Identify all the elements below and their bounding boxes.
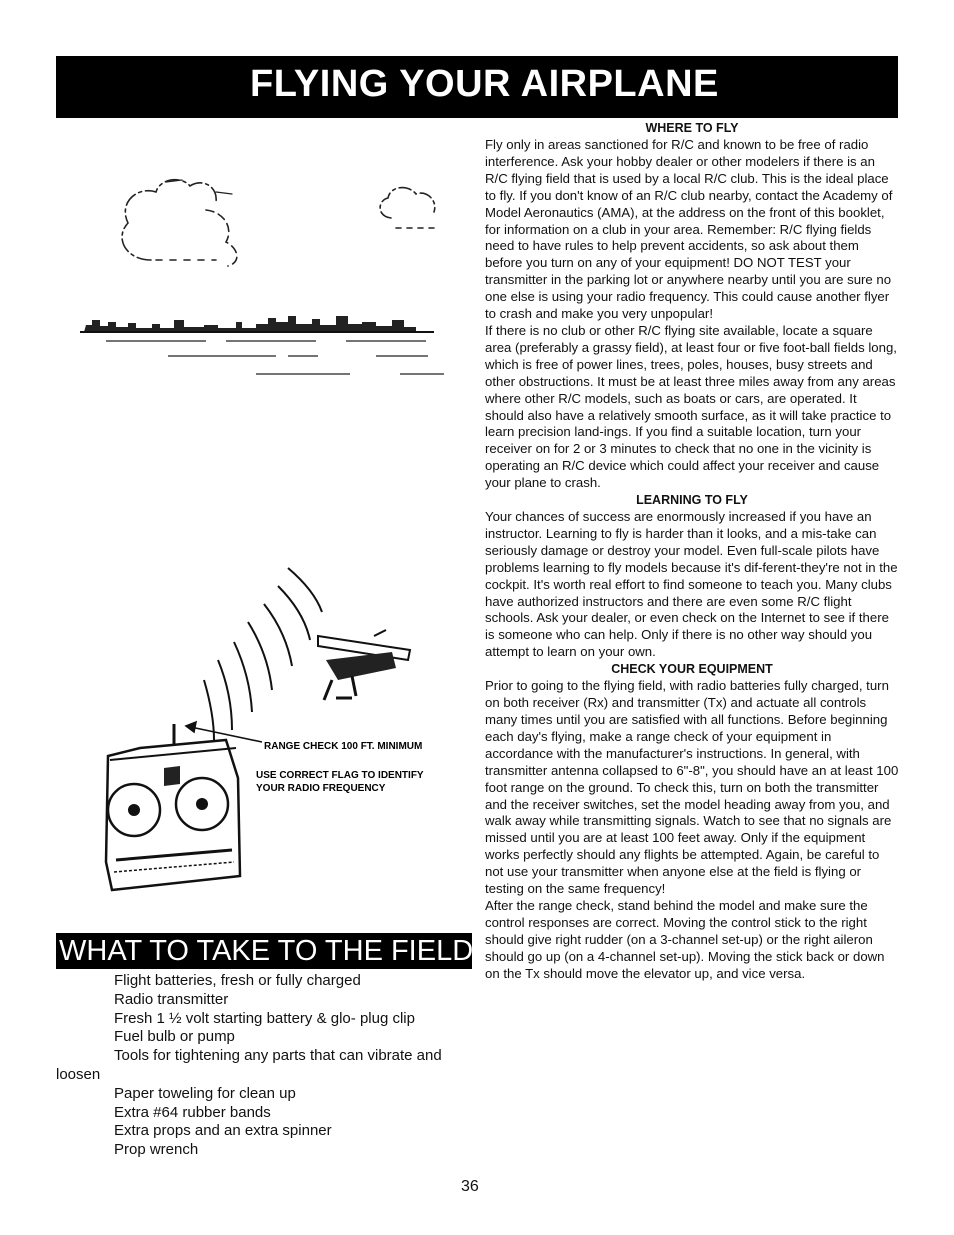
list-item: Radio transmitter (114, 990, 229, 1008)
airplane-icon (318, 630, 410, 700)
list-item: Extra props and an extra spinner (114, 1122, 332, 1140)
list-item: Extra #64 rubber bands (114, 1103, 271, 1121)
page-banner (56, 56, 898, 118)
flag-caption-line-1: USE CORRECT FLAG TO IDENTIFY (256, 770, 424, 781)
check-equipment-paragraph-2: After the range check, stand behind the model and make sure the control responses are correct. Moving the control stick to the right should give right rudder (on a 3-channel set-up) or the right aileron should go up (on a 4-channel set-up). Moving the stick back or down on the Tx should move the elevator up, and vice versa. (485, 897, 885, 981)
page-title: FLYING YOUR AIRPLANE (250, 63, 719, 105)
check-equipment-paragraph-1: Prior to going to the flying field, with radio batteries fully charged, turn on both receiver (Rx) and transmitter (Tx) and actuate all controls many times until you are satisfied with all functions. Before beginning each day's flying, make a range check of your equipment in accordance with the manufacturer's instructions. In general, with transmitter antenna collapsed to 6"-8", you should have an at least 100 foot range on the ground. To check this, turn on both the transmitter and the receiver switches, set the model heading away from you, and walk away while transmitting signals. Watch to see that no signals are missed until you are at least 100 feet away. Only if the equipment works perfectly should any flights be attempted. Again, be careful to not use your transmitter when anyone else at the field is flying or testing on the same frequency! (485, 678, 899, 897)
list-item: Paper toweling for clean up (114, 1084, 296, 1102)
where-to-fly-heading: WHERE TO FLY (645, 121, 739, 135)
city-skyline-icon (80, 316, 444, 374)
cloud-left-icon (122, 180, 237, 266)
field-checklist (56, 972, 472, 1160)
cloud-right-icon (380, 188, 436, 228)
list-item: Fresh 1 ½ volt starting battery & glo- plug clip (114, 1009, 415, 1027)
list-item: Tools for tightening any parts that can vibrate and loosen (56, 1047, 442, 1083)
list-item: Flight batteries, fresh or fully charged (114, 972, 361, 989)
radio-waves-icon (204, 568, 322, 740)
right-column-text (485, 120, 899, 983)
check-equipment-heading: CHECK YOUR EQUIPMENT (611, 662, 773, 677)
list-item: Prop wrench (114, 1141, 199, 1159)
list-item: Fuel bulb or pump (114, 1028, 235, 1046)
where-to-fly-paragraph-2: If there is no club or other R/C flying site available, locate a square area (preferably a grassy field), at least four or five foot-ball fields long, which is free of power lines, trees, poles, houses, busy streets and other obstructions. It must be at least three miles away from any areas where other R/C models, such as boats or cars, are operated. It should also have a relatively smooth surface, as it will take practice to learn precision land-ings. If you find a suitable location, turn your receiver on for 2 or 3 minutes to check that no one in the vicinity is operating an R/C device which could affect your receiver and cause your plane to crash. (485, 322, 897, 491)
flag-caption-line-2: YOUR RADIO FREQUENCY (256, 783, 386, 794)
page-number: 36 (461, 1178, 479, 1195)
learning-to-fly-paragraph: Your chances of success are enormously increased if you have an instructor. Learning to fly is harder than it looks, and a mis-take can seriously damage or destroy your model. Even full-scale pilots have problems learning to fly models because it's dif-ferent-they're not in the cockpit. It's worth real effort to find someone to teach you. Many clubs have authorized instructors and there are even some R/C flight schools. Ask your dealer, or even check on the Internet to see if there is someone who can help. Only if there is no other way should you attempt to learn on your own. (485, 509, 898, 660)
range-check-caption: RANGE CHECK 100 FT. MINIMUM (264, 741, 423, 752)
where-to-fly-paragraph-1: Fly only in areas sanctioned for R/C and known to be free of radio interference. Ask your hobby dealer or other modelers if there is an R/C flying field that is used by a local R/C club. This is the ideal place to fly. If you don't know of an R/C club nearby, contact the Academy of Model Aeronautics (AMA), at the address on the front of this booklet, for information on a club in your area. Remember: R/C flying fields need to have rules to help prevent accidents, so ask about them before you turn on any of your equipment! DO NOT TEST your transmitter in the parking lot or anywhere nearby until you are sure no one else is using your radio frequency. This could cause another flyer to crash and make you very unpopular! (485, 137, 893, 322)
transmitter-icon (106, 724, 240, 890)
field-list-heading: WHAT TO TAKE TO THE FIELD (59, 935, 474, 967)
flying-field-illustration (56, 120, 471, 920)
learning-to-fly-heading: LEARNING TO FLY (636, 493, 748, 508)
field-list-banner (56, 933, 472, 969)
